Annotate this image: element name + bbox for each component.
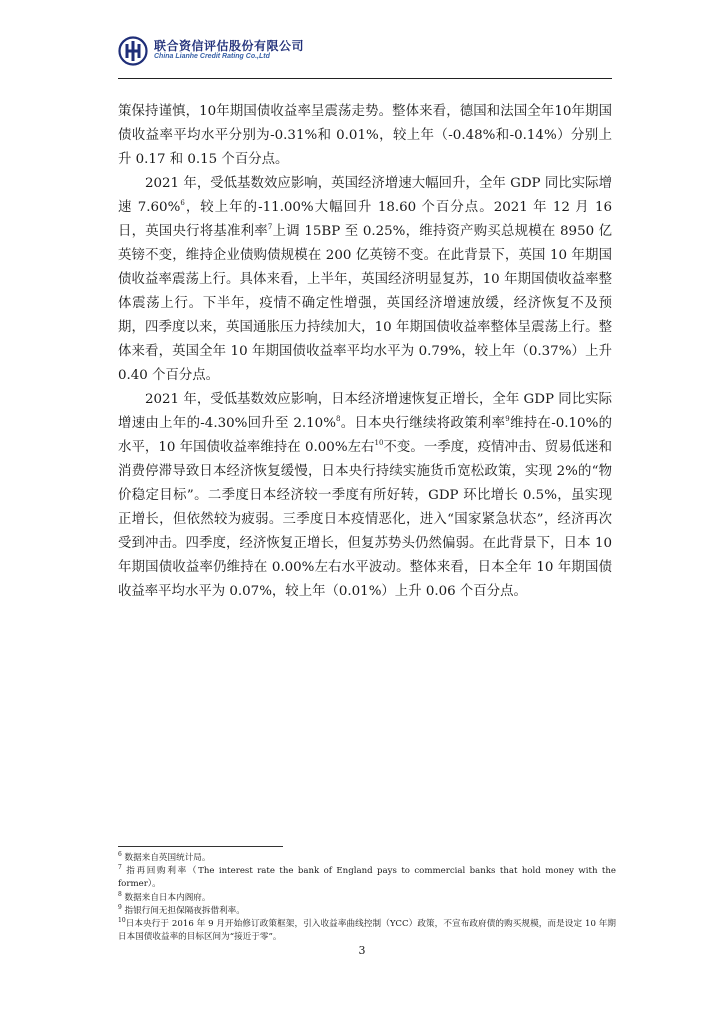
footnote-ref[interactable]: 10 — [374, 439, 384, 447]
text-segment: 维持在-0.10%的水平，10 年国债收益率维持在 0.00%左右 — [118, 416, 613, 455]
footnote — [118, 918, 616, 944]
brand-name-en: China Lianhe Credit Rating Co.,Ltd — [154, 53, 270, 60]
footnote-text: 指再回购利率（The interest rate the bank of England pays to commercial banks that hold money with the former）。 — [118, 866, 616, 890]
paragraph-uk — [118, 172, 612, 388]
footnote — [118, 865, 616, 891]
brand-name-cn: 联合资信评估股份有限公司 — [154, 39, 305, 53]
footnote-number: 10 — [118, 917, 126, 925]
text-segment: 上调 15BP 至 0.25%，维持资产购买总规模在 8950 亿英镑不变，维持企业债购债规模在 200 亿英镑不变。在此背景下，英国 10 年期国债收益率震荡上行。具体来看，上半年，英国经济明显复苏，10 年期国债收益率整体震荡上行。下半年，疫情不确定性增强，英国经济增速放缓，经济恢复不及预期，四季度以来，英国通胀压力持续加大，10 年期国债收益率整体呈震荡上行。整体来看，英国全年 10 年期国债收益率平均水平为 0.79%，较上年（0.37%）上升 0.40 个百分点。 — [118, 224, 612, 383]
footnote-number: 6 — [118, 851, 122, 858]
body-text — [118, 100, 612, 604]
footnote-text: 指银行间无担保隔夜拆借利率。 — [121, 905, 245, 916]
footnote — [118, 892, 616, 905]
header-divider — [118, 78, 612, 79]
footnote-text: 数据来自日本内阁府。 — [121, 892, 211, 903]
footnote-ref[interactable]: 6 — [180, 199, 185, 207]
text-segment: 策保持谨慎，10年期国债收益率呈震荡走势。整体来看，德国和法国全年10年期国债收益率平均水平分别为-0.31%和 0.01%，较上年（-0.48%和-0.14%）分别上升 0.17 和 0.15 个百分点。 — [118, 104, 612, 167]
text-segment: 。日本央行继续将政策利率 — [340, 416, 506, 431]
footnote-divider — [118, 846, 283, 847]
footnote-text: 数据来自英国统计局。 — [121, 853, 211, 863]
footnote-number: 9 — [118, 903, 122, 911]
paragraph-germany-france — [118, 100, 612, 172]
text-segment: 2021 年，受低基数效应影响，日本经济增速恢复正增长，全年 GDP 同比实际增速由上年的-4.30%回升至 2.10% — [118, 392, 612, 431]
page-header — [118, 36, 612, 78]
page-number: 3 — [358, 944, 366, 957]
footnote-ref[interactable]: 8 — [335, 415, 341, 423]
footnotes — [118, 852, 616, 944]
footnote — [118, 852, 616, 865]
footnote-ref[interactable]: 9 — [505, 415, 510, 423]
footnote-text: 日本央行于 2016 年 9 月开始修订政策框架，引入收益率曲线控制（YCC）政策，不宣布政府债的购买规模，而是设定 10 年期日本国债收益率的目标区间为“接近于零”。 — [118, 919, 616, 943]
paragraph-japan — [118, 388, 612, 604]
text-segment: ，较上年的-11.00%大幅回升 18.60 个百分点。2021 年 12 月 16 日，英国央行将基准利率 — [118, 200, 612, 239]
footnote — [118, 905, 616, 918]
lianhe-logo-icon — [118, 36, 148, 66]
text-segment: 2021 年，受低基数效应影响，英国经济增速大幅回升，全年 GDP 同比实际增速 7.60% — [118, 176, 612, 215]
footnote-number: 8 — [118, 890, 122, 898]
text-segment: 不变。一季度，疫情冲击、贸易低迷和消费停滞导致日本经济恢复缓慢，日本央行持续实施货币宽松政策，实现 2%的“物价稳定目标”。二季度日本经济较一季度有所好转，GDP 环比增长 0.5%，虽实现正增长，但依然较为疲弱。三季度日本疫情恶化，进入“国家紧急状态”，经济再次受到冲击。四季度，经济恢复正增长，但复苏势头仍然偏弱。在此背景下，日本 10 年期国债收益率仍维持在 0.00%左右水平波动。整体来看，日本全年 10 年期国债收益率平均水平为 0.07%，较上年（0.01%）上升 0.06 个百分点。 — [118, 440, 612, 599]
footnote-ref[interactable]: 7 — [267, 223, 273, 231]
footnote-number: 7 — [118, 864, 122, 872]
